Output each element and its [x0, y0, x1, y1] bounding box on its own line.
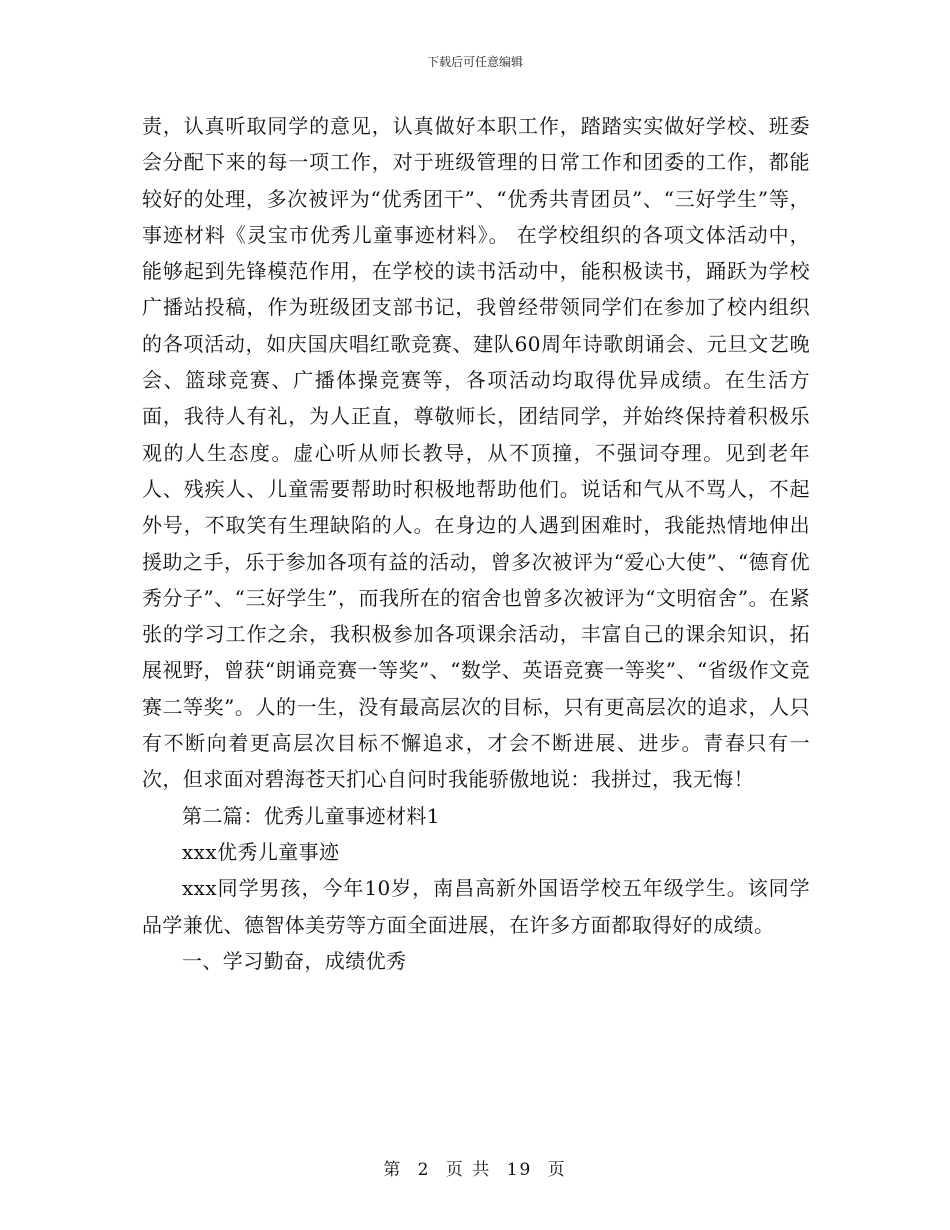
- document-body: [142, 108, 810, 979]
- paragraph-intro: xxx同学男孩，今年10岁，南昌高新外国语学校五年级学生。该同学品学兼优、德智体美劳等方面全面进展，在许多方面都取得好的成绩。: [142, 876, 810, 937]
- paragraph-continuation: 责，认真听取同学的意见，认真做好本职工作，踏踏实实做好学校、班委会分配下来的每一项工作，对于班级管理的日常工作和团委的工作，都能较好的处理，多次被评为“优秀团干”、“优秀共青团员”、“三好学生”等，事迹材料《灵宝市优秀儿童事迹材料》。 在学校组织的各项文体活动中，能够起到先锋模范作用，在学校的读书活动中，能积极读书，踊跃为学校广播站投稿，作为班级团支部书记，我曾经带领同学们在参加了校内组织的各项活动，如庆国庆唱红歌竞赛、建队60周年诗歌朗诵会、元旦文艺晚会、篮球竞赛、广播体操竞赛等，各项活动均取得优异成绩。在生活方面，我待人有礼，为人正直，尊敬师长，团结同学，并始终保持着积极乐观的人生态度。虚心听从师长教导，从不顶撞，不强词夺理。见到老年人、残疾人、儿童需要帮助时积极地帮助他们。说话和气从不骂人，不起外号，不取笑有生理缺陷的人。在身边的人遇到困难时，我能热情地伸出援助之手，乐于参加各项有益的活动，曾多次被评为“爱心大使”、“德育优秀分子”、“三好学生”，而我所在的宿舍也曾多次被评为“文明宿舍”。在紧张的学习工作之余，我积极参加各项课余活动，丰富自己的课余知识，拓展视野，曾获“朗诵竞赛一等奖”、“数学、英语竞赛一等奖”、“省级作文竞赛二等奖”。人的一生，没有最高层次的目标，只有更高层次的追求，人只有不断向着更高层次目标不懈追求，才会不断进展、进步。青春只有一次，但求面对碧海苍天扪心自问时我能骄傲地说：我拼过，我无悔！: [142, 114, 810, 792]
- footer-suffix: 页: [547, 1160, 567, 1180]
- footer-prefix: 第: [383, 1160, 403, 1180]
- header-note: 下载后可任意编辑: [426, 55, 523, 69]
- footer-total-pages: 19: [506, 1160, 533, 1180]
- article-title: xxx优秀儿童事迹: [182, 839, 340, 864]
- page-footer: [0, 1155, 950, 1180]
- footer-middle: 页 共: [445, 1160, 492, 1180]
- footer-current-page: 2: [417, 1160, 431, 1180]
- section-title: 第二篇：优秀儿童事迹材料1: [182, 803, 440, 828]
- subsection-heading: 一、学习勤奋，成绩优秀: [182, 948, 407, 973]
